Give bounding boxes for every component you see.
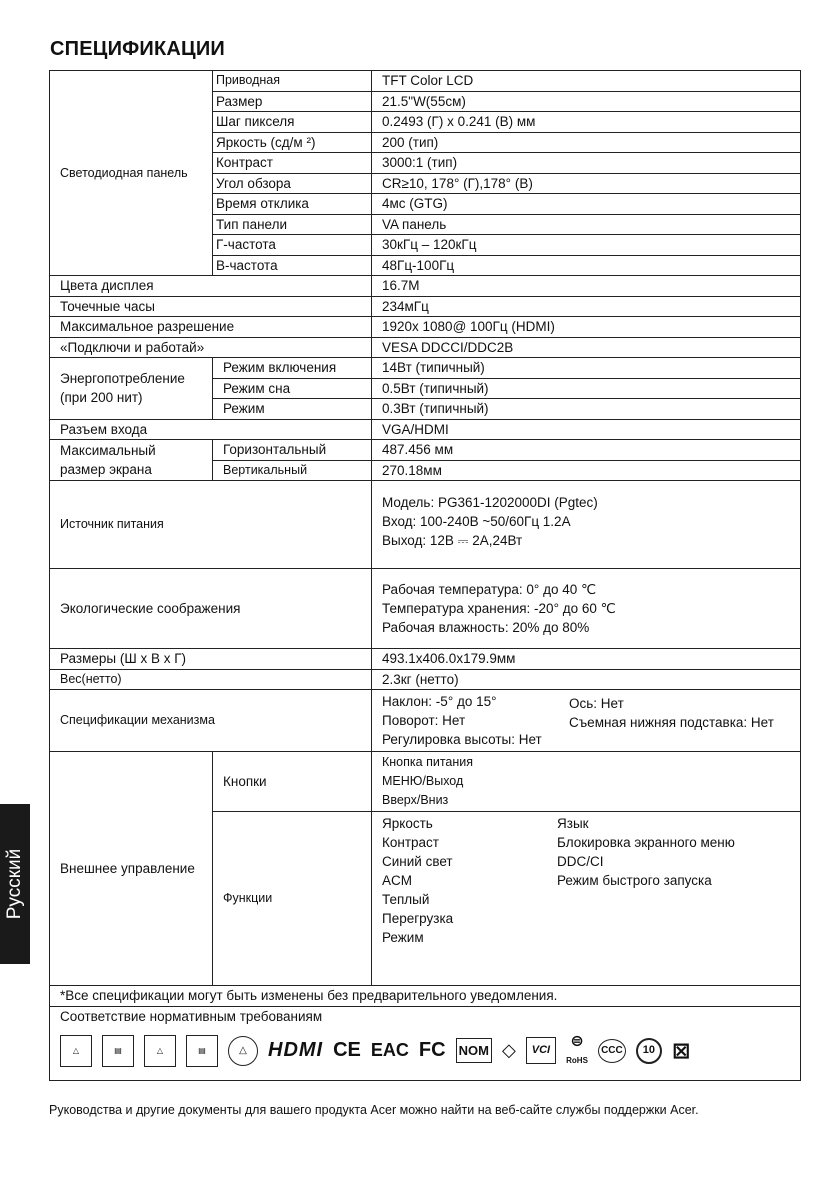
spec-key-cell — [213, 214, 372, 235]
panel-label: Светодиодная панель — [60, 165, 188, 180]
spec-key-cell — [213, 235, 372, 256]
power-label: Энергопотребление — [60, 371, 185, 387]
button-item: Вверх/Вниз — [382, 793, 449, 807]
spec-value: 21.5"W(55см) — [382, 93, 466, 109]
spec-value-cell — [372, 669, 801, 690]
spec-key: Яркость (сд/м ²) — [216, 134, 316, 150]
spec-value-cell — [372, 112, 801, 133]
spec-key: Г-частота — [216, 237, 276, 253]
spec-key-cell — [213, 399, 372, 420]
spec-value: 0.5Вт (типичный) — [382, 380, 489, 396]
spec-value: VGA/HDMI — [382, 421, 449, 437]
button-item: МЕНЮ/Выход — [382, 774, 464, 788]
spec-key-cell — [213, 194, 372, 215]
spec-value: 487.456 мм — [382, 442, 454, 458]
function-item: Блокировка экранного меню — [557, 835, 735, 850]
mech-line: Ось: Нет — [569, 696, 624, 711]
spec-key-cell — [213, 752, 372, 812]
spec-key-cell — [50, 481, 372, 569]
spec-value-cell — [372, 399, 801, 420]
table-row — [50, 71, 801, 92]
spec-key-cell — [213, 132, 372, 153]
table-row — [50, 296, 801, 317]
ce-mark-icon: CE — [333, 1039, 361, 1061]
spec-key: Горизонтальный — [223, 442, 327, 458]
spec-value-cell — [372, 460, 801, 481]
buttons-label: Кнопки — [223, 774, 267, 789]
spec-key-cell — [213, 812, 372, 986]
mech-line: Наклон: -5° до 15° — [382, 694, 497, 709]
function-item: Режим — [382, 930, 424, 945]
language-tab — [0, 804, 30, 964]
spec-value-cell — [372, 649, 801, 670]
table-row — [50, 440, 801, 461]
table-row — [50, 649, 801, 670]
spec-value-cell — [372, 235, 801, 256]
vcci-mark-icon: VCI — [526, 1037, 556, 1064]
rcm-mark-icon: ◇ — [501, 1040, 516, 1060]
spec-key: Вертикальный — [223, 462, 308, 477]
spec-value: 48Гц-100Гц — [382, 257, 455, 273]
spec-value: VA панель — [382, 216, 447, 232]
table-row — [50, 276, 801, 297]
psu-line: Модель: PG361-1202000DI (Pgtec) — [382, 495, 598, 510]
spec-value-cell — [372, 690, 801, 752]
china-rohs-icon: 10 — [636, 1038, 662, 1064]
spec-value: 234мГц — [382, 298, 429, 314]
spec-key: Вес(нетто) — [60, 671, 122, 686]
table-row — [50, 986, 801, 1007]
tuv-circle-icon: △ — [228, 1036, 258, 1066]
tuv-mark-icon: △ — [60, 1035, 92, 1067]
spec-value-cell — [372, 440, 801, 461]
table-row — [50, 752, 801, 812]
spec-value-cell — [372, 752, 801, 812]
spec-key: В-частота — [216, 257, 278, 273]
functions-label: Функции — [223, 891, 273, 905]
spec-value-cell — [372, 194, 801, 215]
power-label-note: (при 200 нит) — [60, 390, 143, 406]
env-line: Рабочая влажность: 20% до 80% — [382, 620, 590, 635]
rohs-mark-icon: ⊜ RoHS — [566, 1032, 588, 1070]
button-item: Кнопка питания — [382, 755, 474, 769]
spec-value: 14Вт (типичный) — [382, 360, 485, 376]
spec-key-cell — [50, 317, 372, 338]
function-item: DDC/CI — [557, 854, 604, 869]
spec-key-cell — [50, 690, 372, 752]
spec-key: Размер — [216, 93, 263, 109]
spec-value: 0.2493 (Г) x 0.241 (В) мм — [382, 114, 536, 130]
spec-value-cell — [372, 71, 801, 92]
env-line: Рабочая температура: 0° до 40 ℃ — [382, 582, 597, 597]
weee-bin-icon: ⊠ — [671, 1038, 691, 1063]
function-item: Контраст — [382, 835, 439, 850]
hdmi-logo-icon: HDMI — [268, 1039, 324, 1061]
spec-value: 3000:1 (тип) — [382, 155, 458, 171]
spec-key-cell — [213, 255, 372, 276]
table-row — [50, 317, 801, 338]
note-cell — [50, 986, 801, 1007]
eac-mark-icon: EAC — [370, 1040, 409, 1060]
spec-key: Размеры (Ш x В x Г) — [60, 651, 187, 667]
spec-value-cell — [372, 317, 801, 338]
spec-key: Максимальное разрешение — [60, 319, 235, 335]
spec-key-cell — [50, 649, 372, 670]
tuv-mark-icon-2: △ — [144, 1035, 176, 1067]
env-line: Температура хранения: -20° до 60 ℃ — [382, 601, 616, 616]
spec-key: Разъем входа — [60, 421, 148, 437]
spec-value-cell — [372, 569, 801, 649]
mech-line: Регулировка высоты: Нет — [382, 732, 542, 747]
ccc-mark-icon: CCC — [598, 1039, 626, 1063]
spec-key-cell — [50, 419, 372, 440]
screen-label: Максимальный — [60, 443, 156, 458]
language-tab-label: Русский — [4, 848, 25, 920]
nom-mark-icon: NOM — [456, 1038, 492, 1063]
panel-group-cell — [50, 71, 213, 276]
fcc-logo-icon: FC — [418, 1039, 446, 1061]
spec-value-cell — [372, 276, 801, 297]
spec-key-cell — [50, 296, 372, 317]
compliance-label: Соответствие нормативным требованиям — [60, 1008, 323, 1024]
table-row — [50, 337, 801, 358]
spec-value-cell — [372, 481, 801, 569]
spec-value: 30кГц – 120кГц — [382, 237, 477, 253]
tuv-label-icon-2: ▤ — [186, 1035, 218, 1067]
footer-note: Руководства и другие документы для вашего продукта Acer можно найти на веб-сайте службы поддержки Acer. — [49, 1103, 699, 1117]
spec-key: Контраст — [216, 155, 273, 171]
spec-value: 493.1x406.0x179.9мм — [382, 651, 516, 667]
spec-value-cell — [372, 378, 801, 399]
spec-value: 16.7M — [382, 278, 420, 294]
spec-key-cell — [50, 669, 372, 690]
spec-key: Приводная — [216, 73, 281, 88]
spec-value: CR≥10, 178° (Г),178° (В) — [382, 175, 533, 191]
spec-key-cell — [213, 460, 372, 481]
page-title: СПЕЦИФИКАЦИИ — [50, 38, 225, 60]
table-row — [50, 690, 801, 752]
function-item: Перегрузка — [382, 911, 454, 926]
function-item: Синий свет — [382, 854, 453, 869]
spec-value-cell — [372, 214, 801, 235]
screen-group-cell — [50, 440, 213, 481]
spec-value-cell — [372, 337, 801, 358]
spec-value-cell — [372, 153, 801, 174]
function-item: ACM — [382, 873, 412, 888]
function-item: Режим быстрого запуска — [557, 873, 712, 888]
spec-key: Тип панели — [216, 216, 288, 232]
spec-key-cell — [213, 440, 372, 461]
spec-table — [49, 70, 801, 1081]
table-row — [50, 481, 801, 569]
spec-value: 2.3кг (нетто) — [382, 671, 459, 687]
spec-value: VESA DDCCI/DDC2B — [382, 339, 514, 355]
spec-key: Точечные часы — [60, 298, 155, 314]
spec-key: Цвета дисплея — [60, 278, 154, 294]
compliance-cell — [50, 1006, 801, 1080]
spec-value-cell — [372, 419, 801, 440]
spec-key: Угол обзора — [216, 175, 291, 191]
footnote: *Все спецификации могут быть изменены без предварительного уведомления. — [60, 988, 558, 1004]
spec-key: «Подключи и работай» — [60, 339, 205, 355]
spec-value: TFT Color LCD — [382, 73, 474, 89]
spec-key: Режим сна — [223, 380, 291, 396]
spec-key-cell — [213, 71, 372, 92]
spec-key-cell — [50, 569, 372, 649]
spec-value: 200 (тип) — [382, 134, 439, 150]
table-row — [50, 569, 801, 649]
spec-value-cell — [372, 132, 801, 153]
controls-label: Внешнее управление — [60, 861, 195, 876]
spec-key-cell — [213, 173, 372, 194]
power-group-cell — [50, 358, 213, 420]
rohs-text: RoHS — [566, 1055, 588, 1065]
spec-value: 4мс (GTG) — [382, 196, 448, 212]
table-row — [50, 1006, 801, 1080]
controls-group-cell — [50, 752, 213, 986]
spec-key-cell — [50, 276, 372, 297]
spec-key-cell — [213, 153, 372, 174]
spec-value: 0.3Вт (типичный) — [382, 401, 489, 417]
spec-value: 270.18мм — [382, 462, 442, 478]
spec-key-cell — [213, 112, 372, 133]
function-item: Яркость — [382, 816, 433, 831]
table-row — [50, 419, 801, 440]
env-label: Экологические соображения — [60, 601, 241, 616]
psu-line: Выход: 12В ⎓ 2A,24Вт — [382, 533, 523, 548]
mech-label: Спецификации механизма — [60, 713, 215, 727]
psu-label: Источник питания — [60, 517, 164, 531]
spec-value-cell — [372, 255, 801, 276]
mech-line: Поворот: Нет — [382, 713, 466, 728]
screen-label-2: размер экрана — [60, 462, 152, 477]
spec-key-cell — [213, 358, 372, 379]
tuv-label-icon: ▤ — [102, 1035, 134, 1067]
spec-key: Режим включения — [223, 360, 337, 376]
spec-value-cell — [372, 91, 801, 112]
table-row — [50, 669, 801, 690]
spec-value-cell — [372, 358, 801, 379]
spec-value-cell — [372, 812, 801, 986]
function-item: Язык — [557, 816, 589, 831]
function-item: Теплый — [382, 892, 430, 907]
spec-value-cell — [372, 296, 801, 317]
spec-value: 1920x 1080@ 100Гц (HDMI) — [382, 319, 555, 335]
spec-key-cell — [213, 91, 372, 112]
psu-line: Вход: 100-240В ~50/60Гц 1.2A — [382, 514, 571, 529]
table-row — [50, 358, 801, 379]
mech-line: Съемная нижняя подставка: Нет — [569, 715, 774, 730]
spec-value-cell — [372, 173, 801, 194]
spec-key: Режим — [223, 401, 265, 417]
spec-key: Время отклика — [216, 196, 309, 212]
spec-key-cell — [213, 378, 372, 399]
spec-key: Шаг пикселя — [216, 114, 295, 130]
spec-key-cell — [50, 337, 372, 358]
